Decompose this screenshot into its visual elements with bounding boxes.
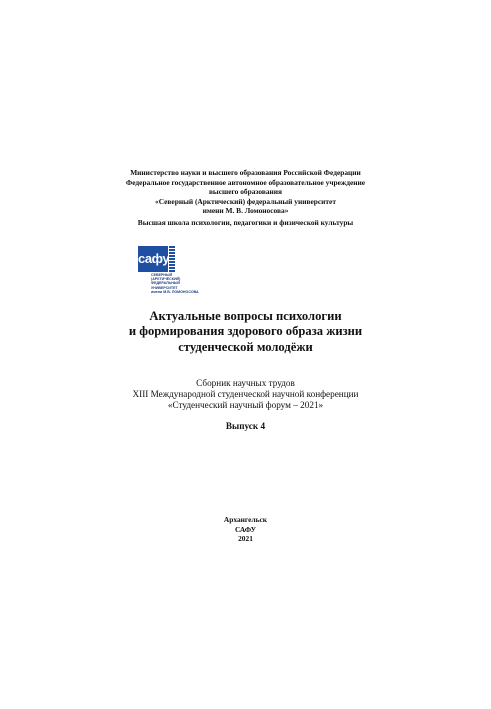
logo-line: имени М.В. ЛОМОНОСОВА: [151, 289, 199, 294]
header-line: высшего образования: [208, 187, 283, 197]
logo-line: (АРКТИЧЕСКИЙ): [151, 277, 181, 282]
title-line: Актуальные вопросы психологии: [149, 309, 342, 323]
logo-caption: [151, 273, 199, 294]
logo-stripes: [169, 246, 175, 272]
imprint: [0, 515, 491, 544]
issue-number: Выпуск 4: [225, 421, 266, 431]
imprint-publisher: САФУ: [234, 524, 257, 534]
collection-subtitle: [0, 378, 491, 412]
header-line: имени М. В. Ломоносова»: [202, 206, 289, 216]
imprint-city: Архангельск: [223, 515, 268, 524]
school-name: Высшая школа психологии, педагогики и физической культуры: [137, 218, 354, 227]
header-line: Министерство науки и высшего образования Российской Федерации: [130, 168, 361, 177]
subtitle-line: Сборник научных трудов: [196, 378, 295, 388]
imprint-year: 2021: [238, 534, 253, 544]
logo-line: ФЕДЕРАЛЬНЫЙ: [151, 281, 180, 286]
logo-line: УНИВЕРСИТЕТ: [151, 285, 178, 290]
header-line: «Северный (Арктический) федеральный университет: [155, 196, 336, 206]
logo-mark: сафу: [138, 246, 168, 272]
logo-line: СЕВЕРНЫЙ: [151, 273, 173, 277]
title-line: и формирования здорового образа жизни: [128, 324, 363, 339]
university-logo: [138, 246, 199, 302]
title-line: студенческой молодёжи: [178, 339, 313, 354]
ministry-header: [0, 168, 491, 216]
subtitle-line: XIII Международной студенческой научной конференции: [132, 389, 359, 400]
header-line: Федеральное государственное автономное образовательное учреждение: [125, 177, 366, 187]
book-title: [0, 309, 491, 355]
subtitle-line: «Студенческий научный форум – 2021»: [167, 400, 324, 411]
